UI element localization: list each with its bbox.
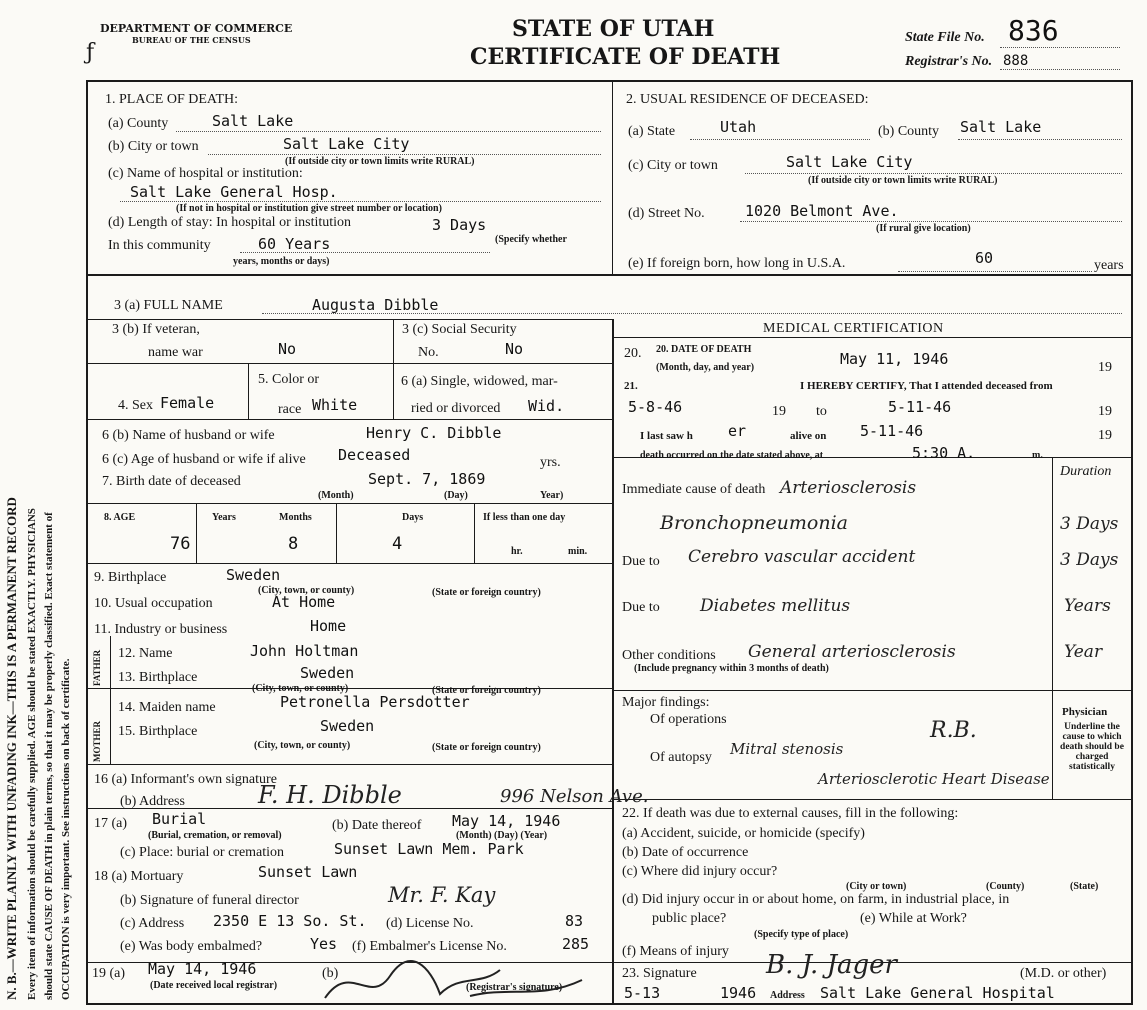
sex-value: Female: [160, 394, 215, 412]
informant-address-label: (b) Address: [120, 794, 185, 809]
birthplace-city-note: (City, town, or county): [258, 585, 355, 596]
pod-county-label: (a) County: [108, 116, 169, 131]
divider-main: [612, 319, 614, 1005]
birth-date-value: Sept. 7, 1869: [368, 470, 486, 488]
rule-799: [613, 799, 1133, 800]
attended-from: 5-8-46: [628, 398, 683, 416]
received-label: 19 (a): [92, 966, 126, 981]
res-county-label: (b) County: [878, 124, 940, 139]
registrar-sig-note: (Registrar's signature): [466, 982, 563, 993]
birthplace-state-note: (State or foreign country): [432, 587, 541, 598]
registrar-label: Registrar's No.: [905, 54, 993, 69]
registrar-number: 888: [1003, 53, 1029, 69]
mother-bp-state-note: (State or foreign country): [432, 742, 541, 753]
cert-label: 21.: [624, 380, 638, 392]
pod-specify-note: (Specify whether: [495, 234, 567, 245]
embalmed-value: Yes: [310, 935, 338, 953]
father-bp-state-note: (State or foreign country): [432, 685, 541, 696]
social-security-value: No: [505, 340, 524, 358]
external-label: 22. If death was due to external causes, fill in the following:: [622, 806, 959, 821]
other-conditions-note: (Include pregnancy within 3 months of death): [634, 663, 829, 674]
bureau-label: BUREAU OF THE CENSUS: [132, 35, 251, 45]
burial-date-label: (b) Date thereof: [332, 818, 422, 833]
spouse-age-value: Deceased: [338, 446, 411, 464]
external-c: (c) Where did injury occur?: [622, 864, 778, 879]
burial-date-value: May 14, 1946: [452, 812, 561, 830]
external-state-note: (State): [1070, 881, 1099, 892]
rule-319-left: [86, 319, 613, 320]
res-street-line: [740, 221, 1122, 222]
spouse-value: Henry C. Dibble: [366, 424, 502, 442]
res-state-label: (a) State: [628, 124, 676, 139]
due-to-2-duration: Years: [1064, 596, 1111, 616]
due-to-2-value: Diabetes mellitus: [700, 596, 851, 616]
license-value: 83: [565, 912, 584, 930]
age-less-day-label: If less than one day: [483, 512, 566, 523]
due-to-1-label: Due to: [622, 554, 660, 569]
social-security-label-2: No.: [418, 345, 439, 360]
res-foreign-value: 60: [975, 249, 994, 267]
frame-right: [1131, 80, 1133, 1005]
md-label: (M.D. or other): [1020, 966, 1107, 981]
due-to-1-duration: 3 Days: [1060, 550, 1119, 570]
mother-label: MOTHER: [92, 720, 102, 762]
external-a: (a) Accident, suicide, or homicide (specify): [622, 826, 865, 841]
age-years-label: Years: [212, 512, 236, 523]
autopsy-hand: Mitral stenosis: [730, 740, 844, 758]
received-note: (Date received local registrar): [150, 980, 278, 991]
seal-mark-icon: ƒ: [86, 40, 95, 65]
signature-year: 1946: [720, 984, 757, 1002]
birth-year-note: Year): [540, 490, 564, 501]
birth-date-label: 7. Birth date of deceased: [102, 474, 241, 489]
due-to-1-value: Cerebro vascular accident: [688, 547, 916, 567]
social-security-label: 3 (c) Social Security: [402, 322, 517, 337]
funeral-director-signature: Mr. F. Kay: [388, 883, 496, 907]
father-name-label: 12. Name: [118, 646, 173, 661]
frame-top: [86, 80, 1133, 82]
mother-name-value: Petronella Persdotter: [280, 693, 470, 711]
burial-place-value: Sunset Lawn Mem. Park: [334, 840, 524, 858]
divider-top: [612, 82, 613, 275]
side-note-3: should state CAUSE OF DEATH in plain terms, so that it may be properly classified. Exact statement of: [43, 512, 55, 1000]
immediate-cause-value: Bronchopneumonia: [660, 512, 849, 534]
attended-to-19: 19: [1098, 404, 1112, 419]
divider-duration: [1052, 457, 1053, 799]
place-of-death-label: 1. PLACE OF DEATH:: [105, 92, 239, 107]
informant-signature: F. H. Dibble: [258, 781, 402, 809]
physician-note: Underline the cause to which death should be charged statistically: [1060, 722, 1124, 772]
veteran-value: No: [278, 340, 297, 358]
age-label: 8. AGE: [104, 512, 136, 523]
age-days-label: Days: [402, 512, 424, 523]
state-file-label: State File No.: [905, 30, 985, 45]
immediate-cause-label: Immediate cause of death: [622, 482, 766, 497]
external-d-2: public place?: [652, 911, 727, 926]
rule-690: [613, 690, 1133, 691]
duration-label: Duration: [1060, 464, 1112, 479]
mortuary-value: Sunset Lawn: [258, 863, 358, 881]
industry-label: 11. Industry or business: [94, 622, 228, 637]
burial-type-note: (Burial, cremation, or removal): [148, 830, 282, 841]
full-name-label: 3 (a) FULL NAME: [114, 298, 223, 313]
file-no-line: [1000, 47, 1120, 48]
side-note-main: N. B.—WRITE PLAINLY WITH UNFADING INK—THIS IS A PERMANENT RECORD: [4, 497, 19, 1000]
physician-label: Physician: [1062, 706, 1108, 718]
pod-county-value: Salt Lake: [212, 112, 294, 130]
other-conditions-label: Other conditions: [622, 648, 716, 663]
rule-med-title: [613, 337, 1133, 338]
occupation-label: 10. Usual occupation: [94, 596, 213, 611]
pod-hospital-label: (c) Name of hospital or institution:: [108, 166, 303, 181]
father-bp-city-note: (City, town, or county): [252, 683, 349, 694]
res-city-line: [745, 173, 1122, 174]
res-county-line: [958, 139, 1122, 140]
license-label: (d) License No.: [386, 916, 474, 931]
veteran-label: 3 (b) If veteran,: [112, 322, 200, 337]
cert-text: I HEREBY CERTIFY, That I attended deceased from: [800, 380, 1053, 392]
pod-city-line: [208, 154, 601, 155]
pod-hospital-note: (If not in hospital or institution give street number or location): [176, 203, 442, 214]
rule-563: [86, 563, 613, 564]
pod-community-line: [240, 252, 490, 253]
death-time-m: m.: [1032, 450, 1043, 461]
rule-363: [86, 363, 613, 364]
due-to-2-label: Due to: [622, 600, 660, 615]
full-name-value: Augusta Dibble: [312, 296, 439, 314]
pod-hospital-line: [120, 201, 601, 202]
funeral-director-label: (b) Signature of funeral director: [120, 893, 299, 908]
burial-type-value: Burial: [152, 810, 207, 828]
age-hr-label: hr.: [511, 546, 523, 557]
rule-503: [86, 503, 613, 504]
res-county-value: Salt Lake: [960, 118, 1042, 136]
age-days-value: 4: [392, 534, 403, 554]
divider-sex: [248, 363, 249, 419]
occurred-label: death occurred on the date stated above, at: [640, 450, 824, 461]
divider-age3: [474, 503, 475, 564]
attended-19: 19: [772, 404, 786, 419]
father-label: FATHER: [92, 649, 102, 686]
external-d: (d) Did injury occur in or about home, on farm, in industrial place, in: [622, 892, 1010, 907]
dod-note: (Month, day, and year): [656, 362, 755, 373]
spouse-label: 6 (b) Name of husband or wife: [102, 428, 275, 443]
death-time: 5:30 A.: [912, 444, 976, 462]
dod-19: 19: [1098, 360, 1112, 375]
burial-place-label: (c) Place: burial or cremation: [120, 845, 285, 860]
pod-hospital-value: Salt Lake General Hosp.: [130, 183, 338, 201]
signature-label: 23. Signature: [622, 966, 697, 981]
father-name-value: John Holtman: [250, 642, 359, 660]
burial-label: 17 (a): [94, 816, 128, 831]
immediate-duration: 3 Days: [1060, 514, 1119, 534]
registrar-signature-scribble: [320, 956, 590, 1006]
race-label: race: [278, 402, 302, 417]
industry-value: Home: [310, 617, 347, 635]
mother-birthplace-value: Sweden: [320, 717, 375, 735]
form-subtitle: CERTIFICATE OF DEATH: [470, 44, 781, 70]
mortuary-label: 18 (a) Mortuary: [94, 869, 184, 884]
occupation-value: At Home: [272, 593, 336, 611]
pod-stay-label: (d) Length of stay: In hospital or institution: [108, 215, 352, 230]
external-f: (f) Means of injury: [622, 944, 729, 959]
divider-age2: [336, 503, 337, 564]
res-state-value: Utah: [720, 118, 757, 136]
mother-birthplace-label: 15. Birthplace: [118, 724, 198, 739]
divider-ss: [393, 319, 394, 419]
major-findings-label: Major findings:: [622, 695, 710, 710]
last-saw-her: er: [728, 422, 747, 440]
res-city-note: (If outside city or town limits write RURAL): [808, 175, 998, 186]
external-b: (b) Date of occurrence: [622, 845, 749, 860]
embalmer-license-label: (f) Embalmer's License No.: [352, 939, 507, 954]
pod-stay-value: 3 Days: [432, 216, 487, 234]
res-street-label: (d) Street No.: [628, 206, 705, 221]
of-autopsy-label: Of autopsy: [650, 750, 712, 765]
age-months-label: Months: [279, 512, 312, 523]
pod-city-label: (b) City or town: [108, 139, 199, 154]
dod-label: 20. DATE OF DEATH: [656, 344, 752, 355]
res-state-line: [690, 139, 870, 140]
age-years-value: 76: [170, 534, 191, 554]
birthplace-label: 9. Birthplace: [94, 570, 167, 585]
informant-address: 996 Nelson Ave.: [500, 786, 649, 807]
immediate-cause-hand: Arteriosclerosis: [780, 478, 917, 498]
spouse-age-label: 6 (c) Age of husband or wife if alive: [102, 452, 306, 467]
rule-764: [86, 764, 613, 765]
fd-address-label: (c) Address: [120, 916, 185, 931]
birth-day-note: (Day): [444, 490, 468, 501]
side-note-4: OCCUPATION is very important. See instructions on back of certificate.: [60, 658, 72, 1000]
rule-274: [86, 274, 1133, 276]
res-foreign-line: [898, 271, 1092, 272]
burial-date-note: (Month) (Day) (Year): [456, 830, 548, 841]
age-min-label: min.: [568, 546, 588, 557]
attended-to: 5-11-46: [888, 398, 952, 416]
external-county-note: (County): [986, 881, 1025, 892]
dod-label-20: 20.: [624, 346, 642, 361]
veteran-label-2: name war: [148, 345, 203, 360]
medical-cert-title: MEDICAL CERTIFICATION: [763, 321, 944, 336]
last-saw-19: 19: [1098, 428, 1112, 443]
reg-no-line: [1000, 69, 1120, 70]
alive-on-label: alive on: [790, 430, 827, 442]
of-operations-label: Of operations: [650, 712, 727, 727]
pod-county-line: [176, 131, 601, 132]
other-conditions-duration: Year: [1064, 642, 1103, 662]
res-city-value: Salt Lake City: [786, 153, 913, 171]
race-value: White: [312, 396, 358, 414]
birthplace-value: Sweden: [226, 566, 281, 584]
dod-value: May 11, 1946: [840, 350, 949, 368]
yrs-label: yrs.: [540, 455, 561, 470]
embalmer-license-value: 285: [562, 935, 590, 953]
address-label: Address: [770, 990, 805, 1001]
other-conditions-value: General arteriosclerosis: [748, 642, 956, 662]
res-rural-note: (If rural give location): [876, 223, 971, 234]
external-city-note: (City or town): [846, 881, 907, 892]
signature-date: 5-13: [624, 984, 661, 1002]
hospital-address: Salt Lake General Hospital: [820, 984, 1055, 1002]
pod-community-label: In this community: [108, 238, 211, 253]
mother-name-label: 14. Maiden name: [118, 700, 216, 715]
received-value: May 14, 1946: [148, 960, 257, 978]
marital-label-2: ried or divorced: [411, 401, 501, 416]
residence-label: 2. USUAL RESIDENCE OF DECEASED:: [626, 92, 869, 107]
pod-community-value: 60 Years: [258, 235, 331, 253]
full-name-line: [262, 313, 1122, 314]
marital-label: 6 (a) Single, widowed, mar-: [401, 374, 558, 389]
physician-signature: B. J. Jager: [766, 950, 897, 980]
divider-age1: [196, 503, 197, 564]
pod-specify-note-2: years, months or days): [233, 256, 330, 267]
autopsy-hand-2: Arteriosclerotic Heart Disease: [818, 770, 1050, 788]
embalmed-label: (e) Was body embalmed?: [120, 939, 263, 954]
father-birthplace-value: Sweden: [300, 664, 355, 682]
mother-bp-city-note: (City, town, or county): [254, 740, 351, 751]
marital-value: Wid.: [528, 397, 565, 415]
age-months-value: 8: [288, 534, 299, 554]
external-spec-note: (Specify type of place): [754, 929, 849, 940]
external-e: (e) While at Work?: [860, 911, 967, 926]
father-birthplace-label: 13. Birthplace: [118, 670, 198, 685]
pod-city-note: (If outside city or town limits write RURAL): [285, 156, 475, 167]
form-title: STATE OF UTAH: [512, 16, 715, 42]
pod-city-value: Salt Lake City: [283, 135, 410, 153]
state-file-number: 836: [1008, 14, 1059, 47]
res-years-label: years: [1094, 258, 1124, 273]
frame-left: [86, 80, 88, 1005]
birth-month-note: (Month): [318, 490, 354, 501]
res-foreign-label: (e) If foreign born, how long in U.S.A.: [628, 256, 846, 271]
operations-hand: R.B.: [930, 718, 977, 743]
last-saw-date: 5-11-46: [860, 422, 924, 440]
attended-to-label: to: [816, 404, 827, 419]
fd-address-value: 2350 E 13 So. St.: [213, 912, 367, 930]
rule-419: [86, 419, 613, 420]
divider-parents: [110, 636, 111, 764]
color-label: 5. Color or: [258, 372, 320, 387]
side-note-2: Every item of information should be carefully supplied. AGE should be stated EXACTLY. PHYSICIANS: [26, 508, 38, 1000]
department-label: DEPARTMENT OF COMMERCE: [100, 22, 293, 35]
sex-label: 4. Sex: [118, 398, 153, 413]
registrar-sig-label: (b): [322, 966, 339, 981]
res-street-value: 1020 Belmont Ave.: [745, 202, 899, 220]
res-city-label: (c) City or town: [628, 158, 718, 173]
frame-bottom: [86, 1003, 1133, 1005]
informant-label: 16 (a) Informant's own signature: [94, 772, 277, 787]
last-saw-label: I last saw h: [640, 430, 693, 442]
